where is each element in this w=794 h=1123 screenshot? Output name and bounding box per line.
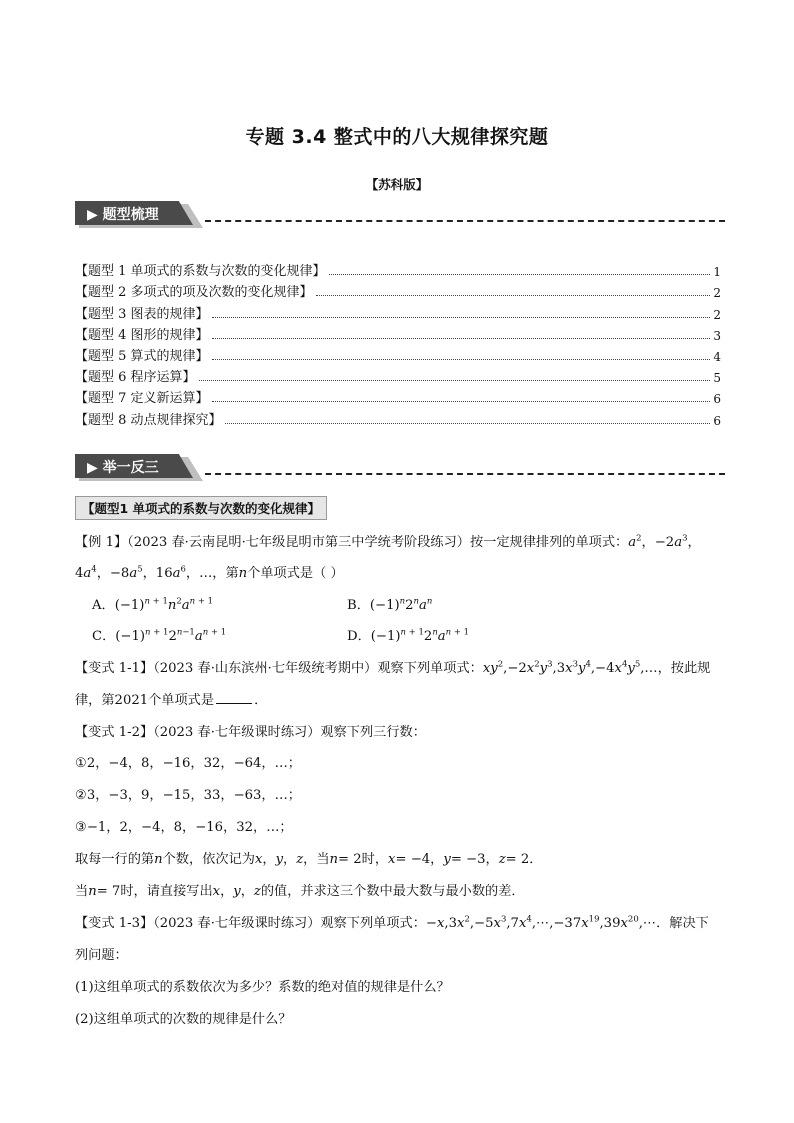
toc-leader-dots [316, 295, 711, 296]
toc-leader-dots [225, 423, 711, 424]
toc-item[interactable] [75, 279, 721, 300]
toc-item-label: 【题型 2 多项式的项及次数的变化规律】 [75, 285, 313, 301]
variant-1-3-stem: 【变式 1-3】（2023 春·七年级课时练习）观察下列单项式： [75, 916, 426, 931]
section-divider [205, 220, 725, 222]
option-d-label: D． [347, 629, 371, 644]
text-seg: ，当 [303, 852, 330, 867]
example-1-mid: ，第 [212, 566, 239, 581]
toc-item[interactable] [75, 364, 721, 385]
toc-item-page: 4 [713, 349, 721, 364]
section-header-practice [75, 454, 725, 480]
text-seg: = 7时，请直接写出 [96, 884, 213, 899]
variant-1-1-tail: ，按此规 [657, 661, 711, 676]
section-title-text: 题型梳理 [102, 207, 159, 223]
toc-item-page: 5 [713, 371, 721, 386]
text-seg: = 2． [505, 852, 543, 867]
toc-item[interactable] [75, 406, 721, 427]
variant-1-1-line1: 【变式 1-1】（2023 春·山东滨州·七年级统考期中）观察下列单项式：$xy^2,-2x^2y^3,3x^3y^4,-4x^4y^5,\dots$，按此规 [75, 659, 711, 676]
text-seg: 当 [75, 884, 89, 899]
toc-item[interactable] [75, 385, 721, 406]
section-header-overview [75, 201, 725, 227]
toc-item-label: 【题型 5 算式的规律】 [75, 348, 209, 364]
toc-item[interactable] [75, 322, 721, 343]
option-c-label: C． [92, 629, 116, 644]
variant-1-3-tail: ．解决下 [656, 916, 709, 931]
period: ． [254, 693, 268, 708]
variant-1-2-condition: 取每一行的第n个数，依次记为x，y，z，当n= 2时，x= −4，y= −3，z= 2． [75, 852, 543, 867]
variant-1-1-stem: 【变式 1-1】（2023 春·山东滨州·七年级统考期中）观察下列单项式： [75, 661, 483, 676]
toc-item-page: 2 [713, 286, 721, 301]
variant-1-2-question: 当n= 7时，请直接写出x，y，z的值，并求这三个数中最大数与最小数的差． [75, 884, 525, 899]
option-c: C．$(-1)^{n + 1}2^{n-1}a^{n + 1}$ [92, 627, 227, 644]
option-d: D．$(-1)^{n + 1}2^na^{n + 1}$ [347, 627, 470, 644]
sequence-row-1: ①2，−4，8，−16，32，−64，…； [75, 756, 301, 771]
option-a-label: A． [92, 598, 115, 613]
option-b-label: B． [347, 598, 370, 613]
section-title-text: 举一反三 [102, 460, 159, 476]
option-b: B．$(-1)^n2^na^n$ [347, 596, 433, 613]
answer-blank[interactable] [216, 691, 252, 704]
section-title: ▶ 题型梳理 [87, 207, 159, 223]
example-1-line2: $4a^4$，$-8a^5$，$16a^6$，…，第n个单项式是（ ） [75, 564, 344, 581]
question-2: (2)这组单项式的次数的规律是什么？ [75, 1012, 292, 1027]
edition-label: 【苏科版】 [365, 177, 429, 192]
toc-item-page: 3 [713, 328, 721, 343]
variant-1-3-line2: 列问题： [75, 948, 128, 963]
toc-leader-dots [212, 401, 711, 402]
page-title: 专题 3.4 整式中的八大规律探究题 [245, 126, 549, 148]
toc-item-page: 6 [713, 392, 721, 407]
toc-item-label: 【题型 4 图形的规律】 [75, 327, 209, 343]
toc-item[interactable] [75, 343, 721, 364]
toc-leader-dots [212, 359, 711, 360]
topic-heading [75, 496, 327, 520]
variant-1-1-line2 [75, 689, 267, 708]
toc-item[interactable] [75, 258, 721, 279]
example-1-line1: 【例 1】（2023 春·云南昆明·七年级昆明市第三中学统考阶段练习）按一定规律排列的单项式：$a^2$，$-2a^3$， [75, 533, 701, 550]
table-of-contents [75, 258, 721, 428]
example-1-end: 个单项式是（ ） [247, 566, 344, 581]
section-divider [205, 473, 725, 475]
toc-item-page: 6 [713, 413, 721, 428]
example-1-stem: 【例 1】（2023 春·云南昆明·七年级昆明市第三中学统考阶段练习）按一定规律排列的单项式： [75, 535, 629, 550]
toc-item-label: 【题型 1 单项式的系数与次数的变化规律】 [75, 264, 326, 280]
text-seg: = 2时， [338, 852, 389, 867]
toc-item[interactable] [75, 300, 721, 321]
text-seg: 取每一行的第 [75, 852, 155, 867]
toc-leader-dots [212, 317, 711, 318]
section-title: ▶ 举一反三 [87, 460, 159, 476]
toc-leader-dots [329, 274, 711, 275]
toc-item-label: 【题型 7 定义新运算】 [75, 391, 209, 407]
toc-leader-dots [199, 380, 711, 381]
topic-heading-box: 【题型1 单项式的系数与次数的变化规律】 [75, 496, 327, 520]
toc-item-page: 2 [713, 307, 721, 322]
text-seg: 个数，依次记为 [162, 852, 255, 867]
text-seg: 的值，并求这三个数中最大数与最小数的差． [260, 884, 525, 899]
text-seg: = −4， [395, 852, 444, 867]
toc-item-page: 1 [713, 265, 721, 280]
toc-item-label: 【题型 6 程序运算】 [75, 370, 196, 386]
toc-leader-dots [212, 338, 711, 339]
variant-1-1-question: 律，第2021个单项式是 [75, 693, 215, 708]
sequence-row-2: ②3，−3，9，−15，33，−63，…； [75, 788, 301, 803]
option-a: A．$(-1)^{n + 1}n^2a^{n + 1}$ [92, 596, 214, 613]
sequence-row-3: ③−1，2，−4，8，−16，32，…； [75, 820, 293, 835]
question-1: (1)这组单项式的系数依次为多少？系数的绝对值的规律是什么？ [75, 980, 450, 995]
toc-item-label: 【题型 3 图表的规律】 [75, 306, 209, 322]
text-seg: = −3， [450, 852, 499, 867]
variant-1-2-stem: 【变式 1-2】（2023 春·七年级课时练习）观察下列三行数： [75, 725, 426, 740]
toc-item-label: 【题型 8 动点规律探究】 [75, 412, 222, 428]
variant-1-3-line1: 【变式 1-3】（2023 春·七年级课时练习）观察下列单项式：$-x,3x^2,-5x^3,7x^4,\cdots,-37x^{19},39x^{20},\cdots$．解决下 [75, 914, 709, 931]
